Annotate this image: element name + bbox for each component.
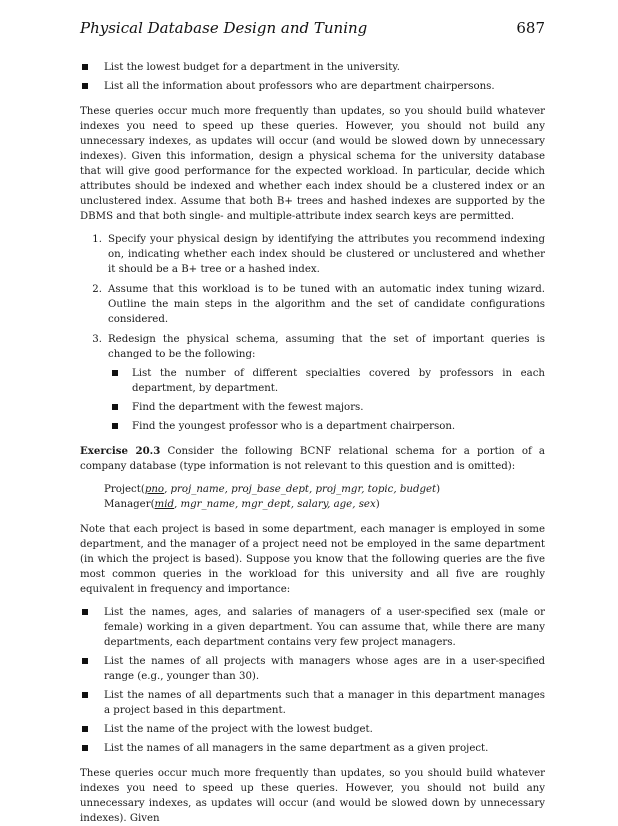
list-item: List the name of the project with the lowest budget.: [80, 722, 545, 737]
question-item-2: [80, 282, 545, 327]
schema-paren-close: ): [375, 499, 380, 510]
exercise-paragraph: [80, 444, 545, 474]
list-item: List the names of all departments such that a manager in this department manages a project based in this department.: [80, 688, 545, 718]
list-item: List the lowest budget for a department in the university.: [80, 60, 545, 75]
primary-key: mid: [154, 499, 174, 510]
schema-manager: [104, 497, 545, 512]
sub-bullet-list: [108, 366, 545, 434]
list-item: Find the department with the fewest majors.: [108, 400, 545, 415]
list-item: List the number of different specialties covered by professors in each department, by department.: [108, 366, 545, 396]
primary-key: pno: [144, 484, 165, 495]
question-text: Assume that this workload is to be tuned with an automatic index tuning wizard. Outline the main steps in the algorithm and the set of candidate configurations considered.: [108, 284, 545, 325]
relation-name: Project: [104, 484, 141, 495]
list-item: List the names of all projects with managers whose ages are in a user-specified range (e.g., younger than 30).: [80, 654, 545, 684]
exercise-label: Exercise 20.3: [80, 445, 161, 457]
relation-name: Manager: [104, 499, 151, 510]
top-bullet-list: [80, 60, 545, 94]
question-number: 1.: [92, 234, 102, 245]
numbered-question-list: [80, 232, 545, 434]
list-item: List the names of all managers in the same department as a given project.: [80, 741, 545, 756]
list-item: List the names, ages, and salaries of managers of a user-specified sex (male or female) working in a given department. You can assume that, while there are many departments, each department contains very few project managers.: [80, 605, 545, 650]
exercise-text: Consider the following BCNF relational schema for a portion of a company database (type information is not relevant to this question and is omitted):: [80, 446, 546, 472]
page-body: [80, 60, 545, 826]
page-number: 687: [516, 19, 545, 37]
paragraph-workload-intro: These queries occur much more frequently than updates, so you should build whatever indexes you need to speed up these queries. However, you should not build any unnecessary indexes, as updates will occur (and would be slowed down by unnecessary indexes). Given this information, design a physical schema for the university database that will give good performance for the expected workload. In particular, decide which attributes should be indexed and whether each index should be a clustered index or an unclustered index. Assume that both B+ trees and hashed indexes are supported by the DBMS and that both single- and multiple-attribute index search keys are permitted.: [80, 106, 545, 222]
question-item-3: [80, 332, 545, 434]
question-text: Redesign the physical schema, assuming that the set of important queries is changed to be the following:: [108, 334, 545, 360]
paragraph-company-queries: Note that each project is based in some department, each manager is employed in some department, and the manager of a project need not be employed in the same department (in which the project is based). Suppose you know that the following queries are the five most common queries in the workload for this university and all five are roughly equivalent in frequency and importance:: [80, 524, 545, 595]
relational-schema: [104, 482, 545, 512]
bottom-bullet-list: [80, 605, 545, 756]
schema-paren-open: (: [140, 484, 145, 495]
schema-paren-open: (: [150, 499, 155, 510]
relation-attributes: , mgr_name, mgr_dept, salary, age, sex: [174, 499, 376, 510]
question-text: Specify your physical design by identifying the attributes you recommend indexing on, indicating whether each index should be clustered or unclustered and whether it should be a B+ tree or a hashed index.: [108, 234, 545, 275]
list-item: Find the youngest professor who is a department chairperson.: [108, 419, 545, 434]
question-item-1: [80, 232, 545, 277]
list-item: List all the information about professors who are department chairpersons.: [80, 79, 545, 94]
question-number: 2.: [92, 284, 102, 295]
relation-attributes: , proj_name, proj_base_dept, proj_mgr, topic, budget: [164, 484, 437, 495]
running-title: Physical Database Design and Tuning: [80, 19, 368, 37]
question-number: 3.: [92, 334, 102, 345]
schema-project: [104, 482, 545, 497]
paragraph-closing: These queries occur much more frequently than updates, so you should build whatever indexes you need to speed up these queries. However, you should not build any unnecessary indexes, as updates will occur (and would be slowed down by unnecessary indexes). Given: [80, 768, 545, 824]
page-header: [80, 18, 545, 42]
schema-paren-close: ): [436, 484, 441, 495]
